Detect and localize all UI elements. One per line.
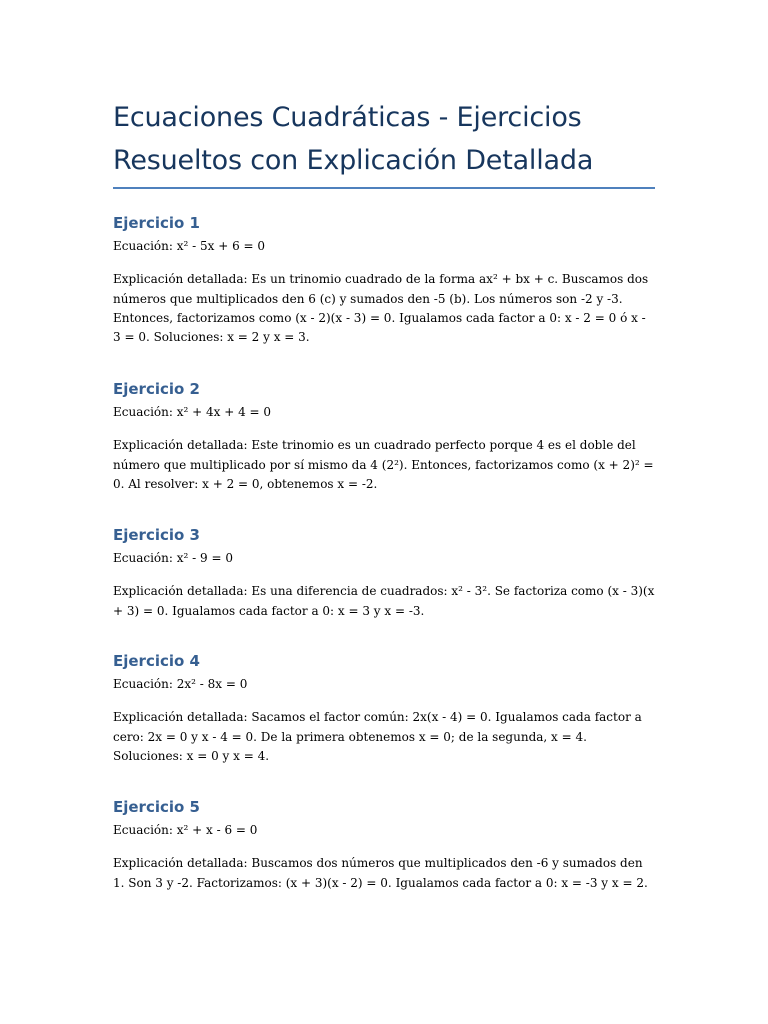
- exercise-explanation: Explicación detallada: Es un trinomio cuadrado de la forma ax² + bx + c. Buscamos dos números que multiplicados den 6 (c) y sumados den -5 (b). Los números son -2 y -3. Entonces, factorizamos como (x - 2)(x - 3) = 0. Igualamos cada factor a 0: x - 2 = 0 ó x - 3 = 0. Soluciones: x = 2 y x = 3.: [113, 272, 649, 345]
- exercise-5: [113, 797, 655, 893]
- exercise-equation: Ecuación: x² + 4x + 4 = 0: [113, 405, 272, 419]
- title-divider: [113, 187, 655, 189]
- exercise-heading: Ejercicio 3: [113, 526, 200, 544]
- document-title: Ecuaciones Cuadráticas - Ejercicios Resueltos con Explicación Detallada: [113, 102, 594, 176]
- exercise-heading: Ejercicio 2: [113, 380, 200, 398]
- exercise-equation: Ecuación: x² - 5x + 6 = 0: [113, 239, 266, 253]
- exercise-explanation: Explicación detallada: Es una diferencia de cuadrados: x² - 3². Se factoriza como (x - 3)(x + 3) = 0. Igualamos cada factor a 0: x = 3 y x = -3.: [113, 584, 655, 618]
- exercise-heading: Ejercicio 1: [113, 214, 200, 232]
- exercise-heading: Ejercicio 5: [113, 798, 200, 816]
- exercise-heading: Ejercicio 4: [113, 652, 200, 670]
- exercise-2: [113, 379, 655, 494]
- exercise-3: [113, 525, 655, 621]
- document-page: [113, 96, 655, 189]
- exercise-explanation: Explicación detallada: Buscamos dos números que multiplicados den -6 y sumados den 1. Son 3 y -2. Factorizamos: (x + 3)(x - 2) = 0. Igualamos cada factor a 0: x = -3 y x = 2.: [113, 856, 648, 890]
- exercise-equation: Ecuación: 2x² - 8x = 0: [113, 677, 248, 691]
- exercise-4: [113, 651, 655, 766]
- exercise-equation: Ecuación: x² + x - 6 = 0: [113, 823, 258, 837]
- exercise-1: [113, 213, 655, 347]
- exercise-explanation: Explicación detallada: Este trinomio es un cuadrado perfecto porque 4 es el doble del número que multiplicado por sí mismo da 4 (2²). Entonces, factorizamos como (x + 2)² = 0. Al resolver: x + 2 = 0, obtenemos x = -2.: [113, 438, 654, 491]
- exercise-explanation: Explicación detallada: Sacamos el factor común: 2x(x - 4) = 0. Igualamos cada factor a cero: 2x = 0 y x - 4 = 0. De la primera obtenemos x = 0; de la segunda, x = 4. Soluciones: x = 0 y x = 4.: [113, 710, 642, 763]
- exercise-equation: Ecuación: x² - 9 = 0: [113, 551, 233, 565]
